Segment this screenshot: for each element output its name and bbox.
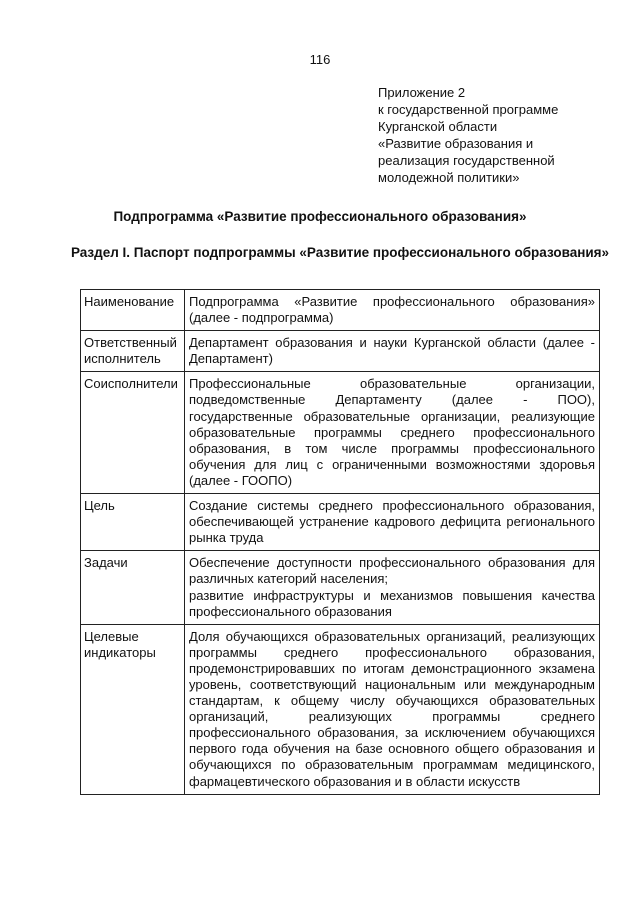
- row-value: [185, 290, 600, 331]
- row-value-text: Доля обучающихся образовательных организаций, реализующих программы среднего профессионального образования, продемонстрировавших по итогам демонстрационного экзамена уровень, соответствующий национальным или международным стандартам, к общему числу обучающихся образовательных организаций, реализующих программы среднего профессионального образования, за исключением обучающихся первого года обучения на базе основного общего образования и обучающихся по образовательным программам медицинского, фармацевтического образования и в области искусств: [189, 628, 595, 789]
- appendix-line: Приложение 2: [378, 85, 466, 100]
- row-value: [185, 551, 600, 624]
- appendix-line: Курганской области: [378, 119, 498, 134]
- table-row: [81, 624, 600, 794]
- row-value: [185, 624, 600, 794]
- row-value-text: Профессиональные образовательные организации, подведомственные Департаменту (далее - ПОО), государственные образовательные организации, реализующие образовательные программы среднего профессионального образования, в том числе программы профессионального обучения для лиц с ограниченными возможностями здоровья (далее - ГООПО): [189, 376, 595, 488]
- row-value-text: Департамент образования и науки Курганской области (далее - Департамент): [189, 335, 595, 367]
- row-value: [185, 494, 600, 551]
- appendix-line: реализация государственной: [378, 153, 555, 168]
- table-row: [81, 331, 600, 372]
- row-label: Задачи: [81, 551, 185, 624]
- appendix-line: к государственной программе: [378, 102, 559, 117]
- row-label: Соисполнители: [81, 372, 185, 494]
- row-value-text: развитие инфраструктуры и механизмов повышения качества профессионального образования: [189, 587, 595, 619]
- passport-table: [80, 289, 600, 795]
- subprogram-title: Подпрограмма «Развитие профессионального образования»: [113, 209, 527, 224]
- table-row: [81, 551, 600, 624]
- appendix-line: «Развитие образования и: [378, 136, 534, 151]
- row-value-text: Подпрограмма «Развитие профессионального образования» (далее - подпрограмма): [189, 294, 595, 326]
- row-value: [185, 331, 600, 372]
- appendix-note: [378, 84, 618, 186]
- row-value-text: Создание системы среднего профессионального образования, обеспечивающей устранение кадрового дефицита регионального рынка труда: [189, 498, 595, 546]
- row-label: Ответственный исполнитель: [81, 331, 185, 372]
- row-label: Наименование: [81, 290, 185, 331]
- table-row: [81, 290, 600, 331]
- page-number: 116: [309, 52, 331, 67]
- table-row: [81, 372, 600, 494]
- row-value: [185, 372, 600, 494]
- section-title: Раздел I. Паспорт подпрограммы «Развитие профессионального образования»: [70, 245, 610, 260]
- row-label: Цель: [81, 494, 185, 551]
- table-row: [81, 494, 600, 551]
- row-label: Целевые индикаторы: [81, 624, 185, 794]
- row-value-text: Обеспечение доступности профессионального образования для различных категорий населения;: [189, 555, 595, 587]
- appendix-line: молодежной политики»: [378, 170, 520, 185]
